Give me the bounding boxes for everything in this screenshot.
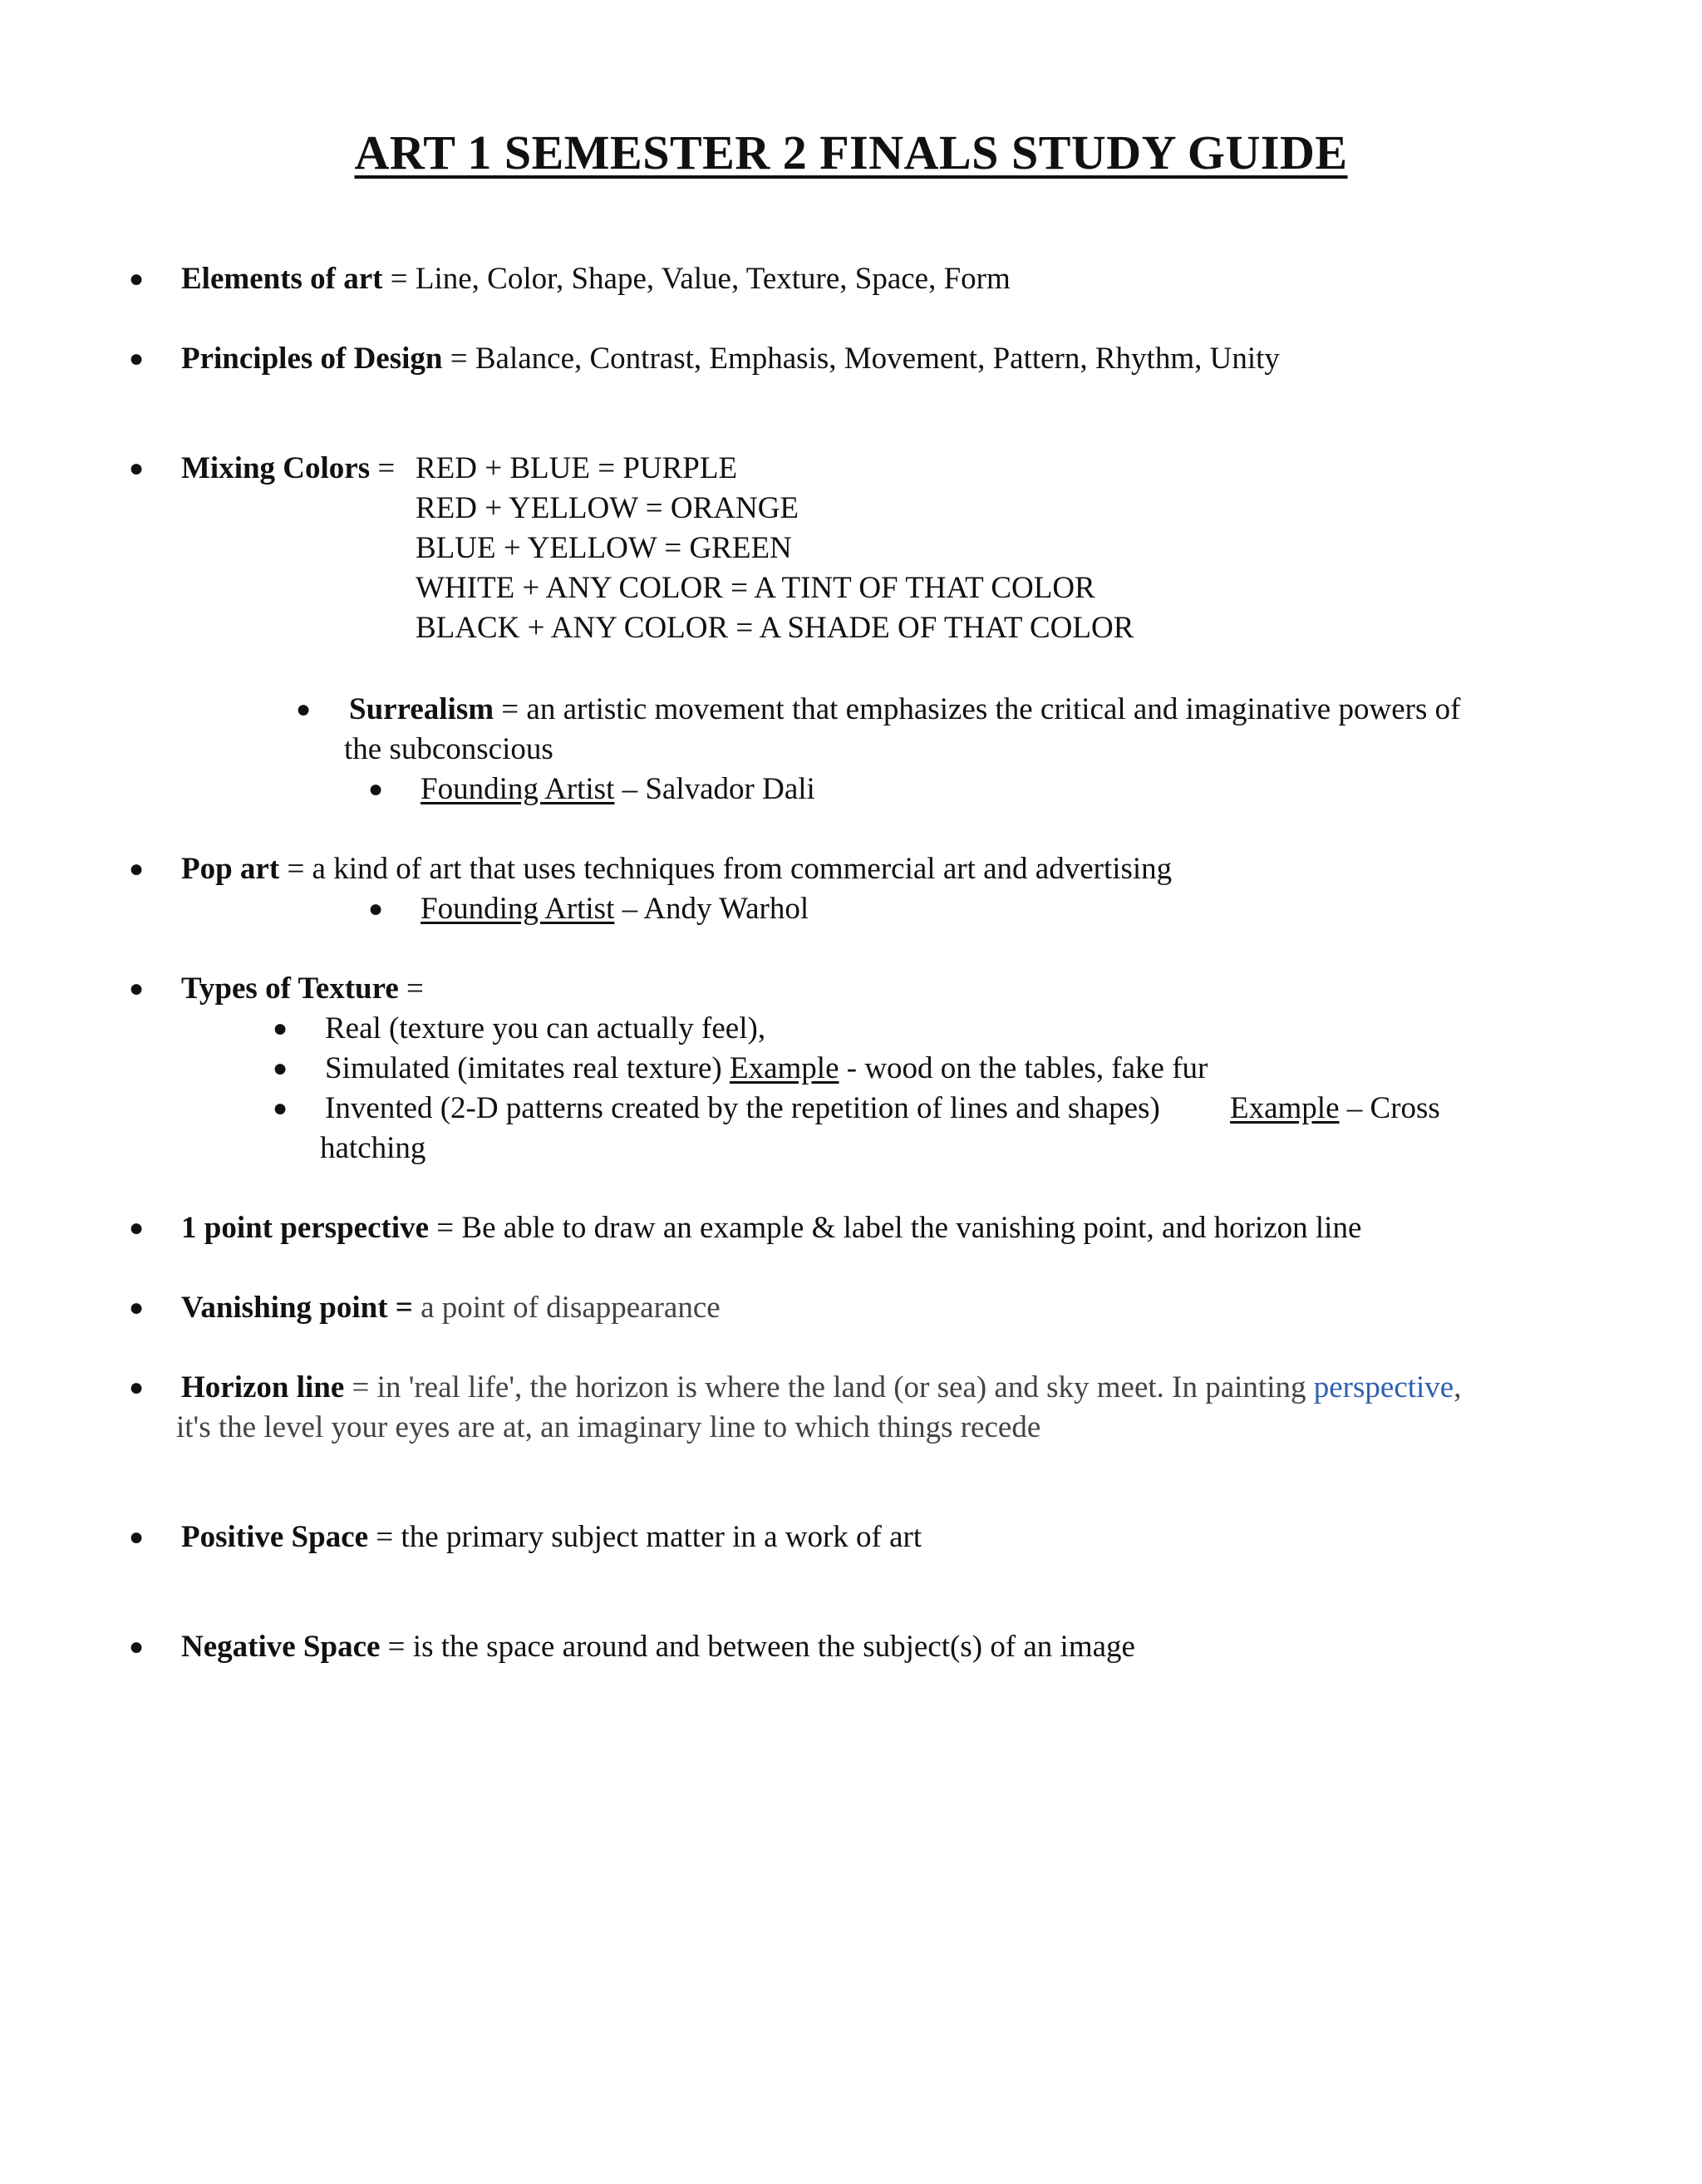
one-point-perspective-item [181,1208,1361,1248]
bullet: ● [273,1055,288,1082]
positive-space-item [181,1517,922,1557]
bullet: ● [129,1214,145,1242]
definition-elements-of-art: = Line, Color, Shape, Value, Texture, Space, Form [382,262,1011,296]
bullet: ● [129,855,145,883]
texture-simulated [325,1049,1208,1089]
mixing-colors-item [181,449,395,489]
texture-simulated-text: Simulated (imitates real texture) [325,1051,730,1085]
term-horizon-line: Horizon line [181,1370,345,1404]
bullet: ● [129,975,145,1002]
example-text: - wood on the tables, fake fur [839,1051,1208,1085]
comma: , [1454,1370,1462,1404]
founding-artist-name: – Andy Warhol [614,892,809,926]
mix-line: RED + YELLOW = ORANGE [416,491,799,525]
definition-positive-space: = the primary subject matter in a work of art [368,1520,922,1554]
founding-artist-label: Founding Artist [421,892,615,926]
negative-space-item [181,1627,1135,1667]
types-of-texture-item [181,969,424,1009]
definition-principles-of-design: = Balance, Contrast, Emphasis, Movement, Pattern, Rhythm, Unity [442,342,1280,376]
definition-horizon-line-cont: it's the level your eyes are at, an imaginary line to which things recede [176,1410,1041,1444]
elements-of-art-item [181,259,1011,299]
perspective-link[interactable]: perspective [1313,1370,1454,1404]
definition-surrealism: = an artistic movement that emphasizes the critical and imaginative powers of [494,692,1461,726]
principles-of-design-item [181,339,1280,379]
definition-one-point-perspective: = Be able to draw an example & label the vanishing point, and horizon line [429,1211,1362,1245]
example-text: – Cross [1339,1091,1440,1125]
term-negative-space: Negative Space [181,1630,381,1664]
texture-invented-text: Invented (2-D patterns created by the repetition of lines and shapes) [325,1091,1160,1125]
term-elements-of-art: Elements of art [181,262,383,296]
equals-sign: = [370,451,396,485]
term-vanishing-point: Vanishing point = [181,1291,413,1325]
bullet: ● [129,1294,145,1321]
page-title: ART 1 SEMESTER 2 FINALS STUDY GUIDE [354,125,1348,180]
definition-negative-space: = is the space around and between the subject(s) of an image [380,1630,1135,1664]
term-pop-art: Pop art [181,852,280,886]
term-mixing-colors: Mixing Colors [181,451,371,485]
term-positive-space: Positive Space [181,1520,369,1554]
bullet: ● [368,775,384,803]
founding-artist-name: – Salvador Dali [614,772,815,806]
bullet: ● [129,1633,145,1660]
definition-horizon-line: = in 'real life', the horizon is where the land (or sea) and sky meet. In painting [344,1370,1314,1404]
texture-invented [325,1089,1160,1129]
bullet: ● [273,1094,288,1122]
pop-art-founder [421,889,809,929]
mix-line: RED + BLUE = PURPLE [416,451,738,485]
mix-line: WHITE + ANY COLOR = A TINT OF THAT COLOR [416,571,1095,605]
bullet: ● [129,1523,145,1551]
example-label: Example [1230,1091,1340,1125]
bullet: ● [129,265,145,293]
pop-art-item [181,849,1172,889]
horizon-line-item [181,1368,1461,1408]
example-label: Example [730,1051,839,1085]
term-one-point-perspective: 1 point perspective [181,1211,430,1245]
bullet: ● [129,345,145,372]
term-principles-of-design: Principles of Design [181,342,443,376]
definition-pop-art: = a kind of art that uses techniques from commercial art and advertising [279,852,1173,886]
definition-surrealism-cont: the subconscious [344,732,553,766]
definition-vanishing-point: a point of disappearance [412,1291,721,1325]
bullet: ● [296,696,312,723]
term-surrealism: Surrealism [349,692,494,726]
mix-line: BLACK + ANY COLOR = A SHADE OF THAT COLOR [416,611,1134,645]
surrealism-founder [421,770,815,809]
texture-invented-example [1230,1089,1440,1129]
texture-real: Real (texture you can actually feel), [325,1011,766,1045]
bullet: ● [273,1015,288,1042]
bullet: ● [129,455,145,482]
founding-artist-label: Founding Artist [421,772,615,806]
equals-sign: = [398,971,424,1006]
bullet: ● [129,1374,145,1401]
texture-invented-cont: hatching [320,1131,426,1165]
bullet: ● [368,895,384,922]
term-types-of-texture: Types of Texture [181,971,399,1006]
mix-line: BLUE + YELLOW = GREEN [416,531,792,565]
vanishing-point-item [181,1288,721,1328]
surrealism-item [349,690,1460,730]
